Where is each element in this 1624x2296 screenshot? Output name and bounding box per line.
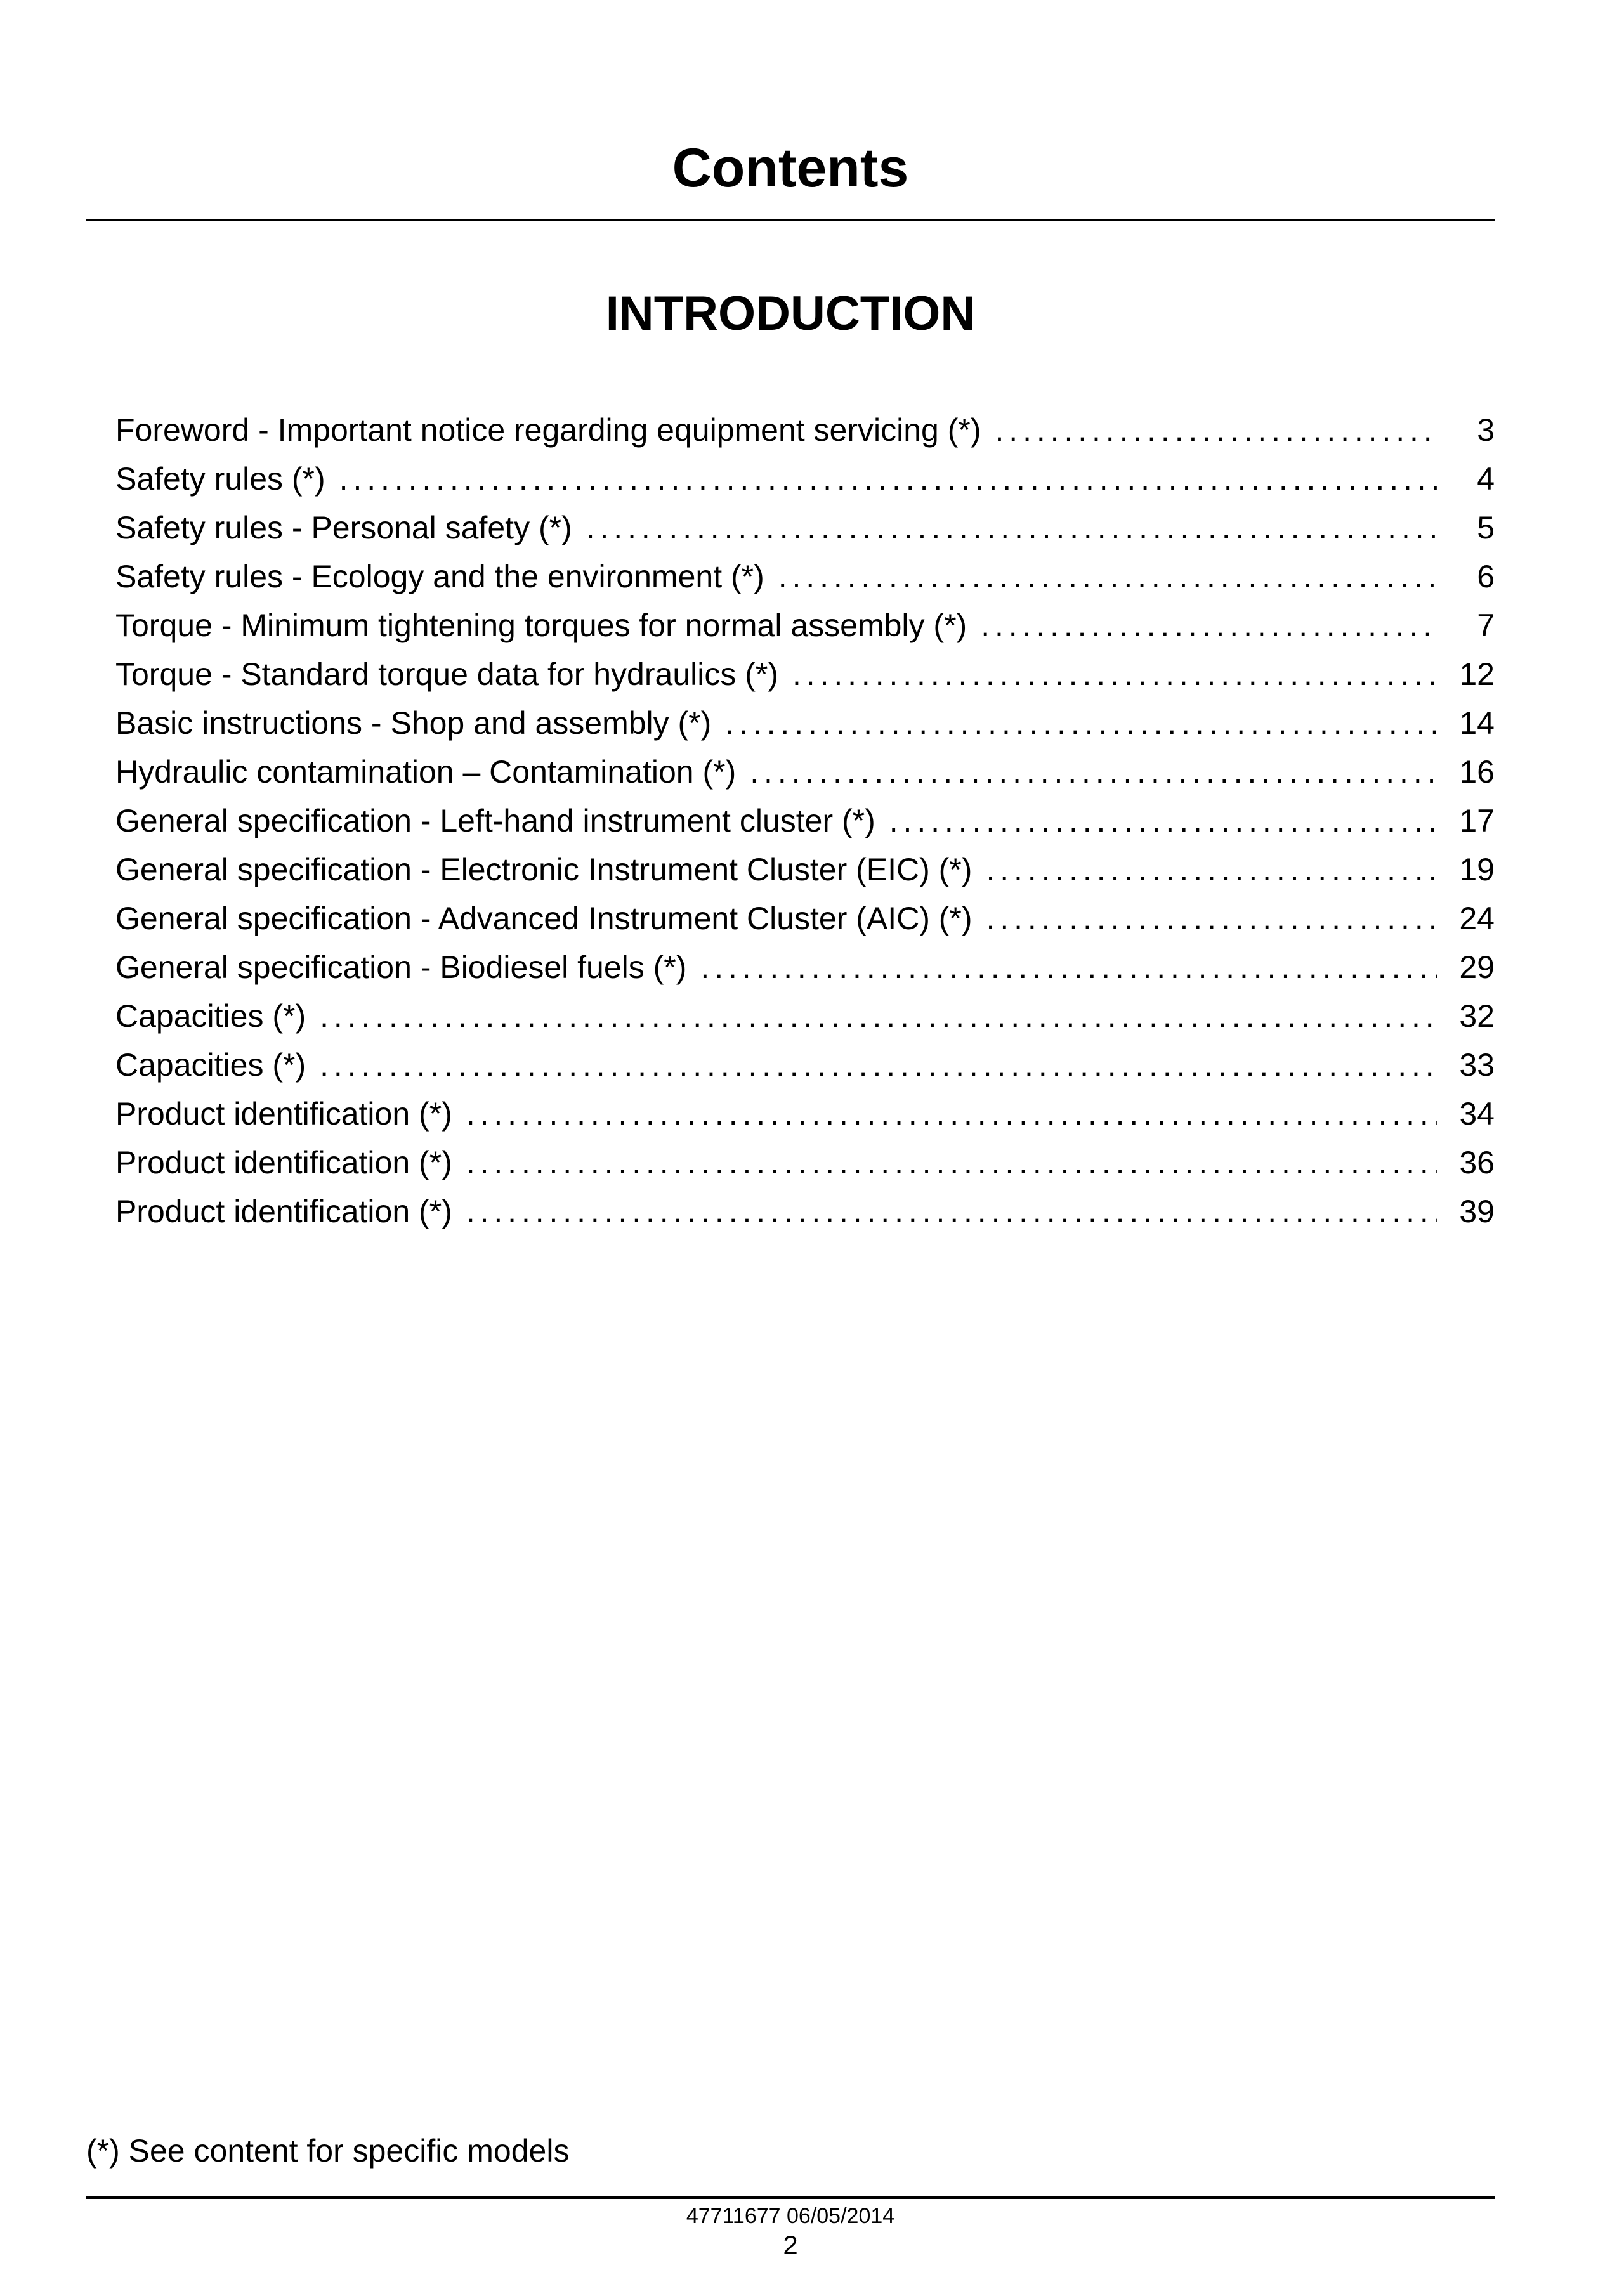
toc-dot-leader: [981, 601, 1437, 650]
toc-entry-page: 7: [1477, 608, 1495, 643]
toc-dot-leader: [986, 845, 1437, 894]
toc-entry-title: General specification - Left-hand instrument cluster (*): [115, 803, 875, 838]
toc-dot-leader: [586, 504, 1437, 552]
toc-dot-leader: [320, 1041, 1437, 1090]
toc-entry-page: 34: [1459, 1096, 1495, 1132]
toc-entry[interactable]: [115, 1041, 1495, 1090]
toc-entry-page: 24: [1459, 901, 1495, 936]
toc-entry-page: 29: [1459, 949, 1495, 985]
toc-entry-title: Product identification (*): [115, 1145, 452, 1180]
toc-entry-page: 12: [1459, 656, 1495, 692]
toc-entry-page: 32: [1459, 998, 1495, 1034]
toc-entry-page: 3: [1477, 412, 1495, 448]
document-id-date: 47711677 06/05/2014: [686, 2204, 895, 2228]
toc-dot-leader: [466, 1187, 1437, 1236]
toc-entry[interactable]: [115, 748, 1495, 797]
table-of-contents: [115, 406, 1495, 1236]
toc-dot-leader: [792, 650, 1437, 699]
toc-entry-page: 19: [1459, 852, 1495, 887]
toc-entry[interactable]: [115, 1138, 1495, 1187]
toc-entry-title: Safety rules - Ecology and the environment (*): [115, 559, 764, 594]
toc-entry-title: Basic instructions - Shop and assembly (*): [115, 705, 712, 741]
page-number: 2: [783, 2230, 798, 2260]
toc-dot-leader: [339, 455, 1437, 504]
toc-entry-title: Capacities (*): [115, 998, 306, 1034]
toc-entry-title: General specification - Advanced Instrument Cluster (AIC) (*): [115, 901, 972, 936]
toc-dot-leader: [466, 1138, 1437, 1187]
page-title: Contents: [672, 138, 909, 199]
toc-entry-title: Hydraulic contamination – Contamination (*): [115, 754, 737, 790]
toc-entry-page: 14: [1459, 705, 1495, 741]
toc-entry[interactable]: [115, 1090, 1495, 1138]
section-title: INTRODUCTION: [605, 287, 976, 341]
toc-entry-title: Torque - Minimum tightening torques for normal assembly (*): [115, 608, 967, 643]
toc-dot-leader: [889, 797, 1437, 845]
toc-entry-page: 33: [1459, 1047, 1495, 1083]
toc-entry[interactable]: [115, 1187, 1495, 1236]
toc-dot-leader: [725, 699, 1437, 748]
toc-entry[interactable]: [115, 992, 1495, 1041]
toc-entry[interactable]: [115, 699, 1495, 748]
toc-entry-title: Torque - Standard torque data for hydraulics (*): [115, 656, 778, 692]
toc-dot-leader: [750, 748, 1437, 797]
toc-entry-page: 5: [1477, 510, 1495, 545]
toc-dot-leader: [986, 894, 1437, 943]
toc-entry[interactable]: [115, 601, 1495, 650]
toc-entry-title: Capacities (*): [115, 1047, 306, 1083]
toc-entry-page: 39: [1459, 1194, 1495, 1229]
toc-entry[interactable]: [115, 552, 1495, 601]
toc-entry-title: Foreword - Important notice regarding equipment servicing (*): [115, 412, 981, 448]
footnote: (*) See content for specific models: [86, 2133, 570, 2169]
toc-entry-title: Safety rules (*): [115, 461, 325, 497]
toc-entry-page: 4: [1477, 461, 1495, 497]
toc-entry[interactable]: [115, 797, 1495, 845]
toc-dot-leader: [320, 992, 1437, 1041]
toc-entry-page: 16: [1459, 754, 1495, 790]
toc-entry[interactable]: [115, 943, 1495, 992]
footer-divider: [86, 2196, 1495, 2199]
toc-entry[interactable]: [115, 406, 1495, 455]
title-divider: [86, 219, 1495, 221]
toc-entry-page: 36: [1459, 1145, 1495, 1180]
toc-entry-title: Product identification (*): [115, 1194, 452, 1229]
toc-entry-title: General specification - Electronic Instrument Cluster (EIC) (*): [115, 852, 972, 887]
toc-entry-title: Safety rules - Personal safety (*): [115, 510, 572, 545]
toc-entry[interactable]: [115, 845, 1495, 894]
toc-dot-leader: [700, 943, 1437, 992]
toc-entry[interactable]: [115, 650, 1495, 699]
toc-dot-leader: [995, 406, 1437, 455]
toc-entry-title: Product identification (*): [115, 1096, 452, 1132]
toc-entry[interactable]: [115, 894, 1495, 943]
toc-dot-leader: [466, 1090, 1437, 1138]
toc-entry-page: 17: [1459, 803, 1495, 838]
toc-entry-title: General specification - Biodiesel fuels (*): [115, 949, 687, 985]
toc-entry-page: 6: [1477, 559, 1495, 594]
toc-dot-leader: [778, 552, 1437, 601]
toc-entry[interactable]: [115, 504, 1495, 552]
toc-entry[interactable]: [115, 455, 1495, 504]
